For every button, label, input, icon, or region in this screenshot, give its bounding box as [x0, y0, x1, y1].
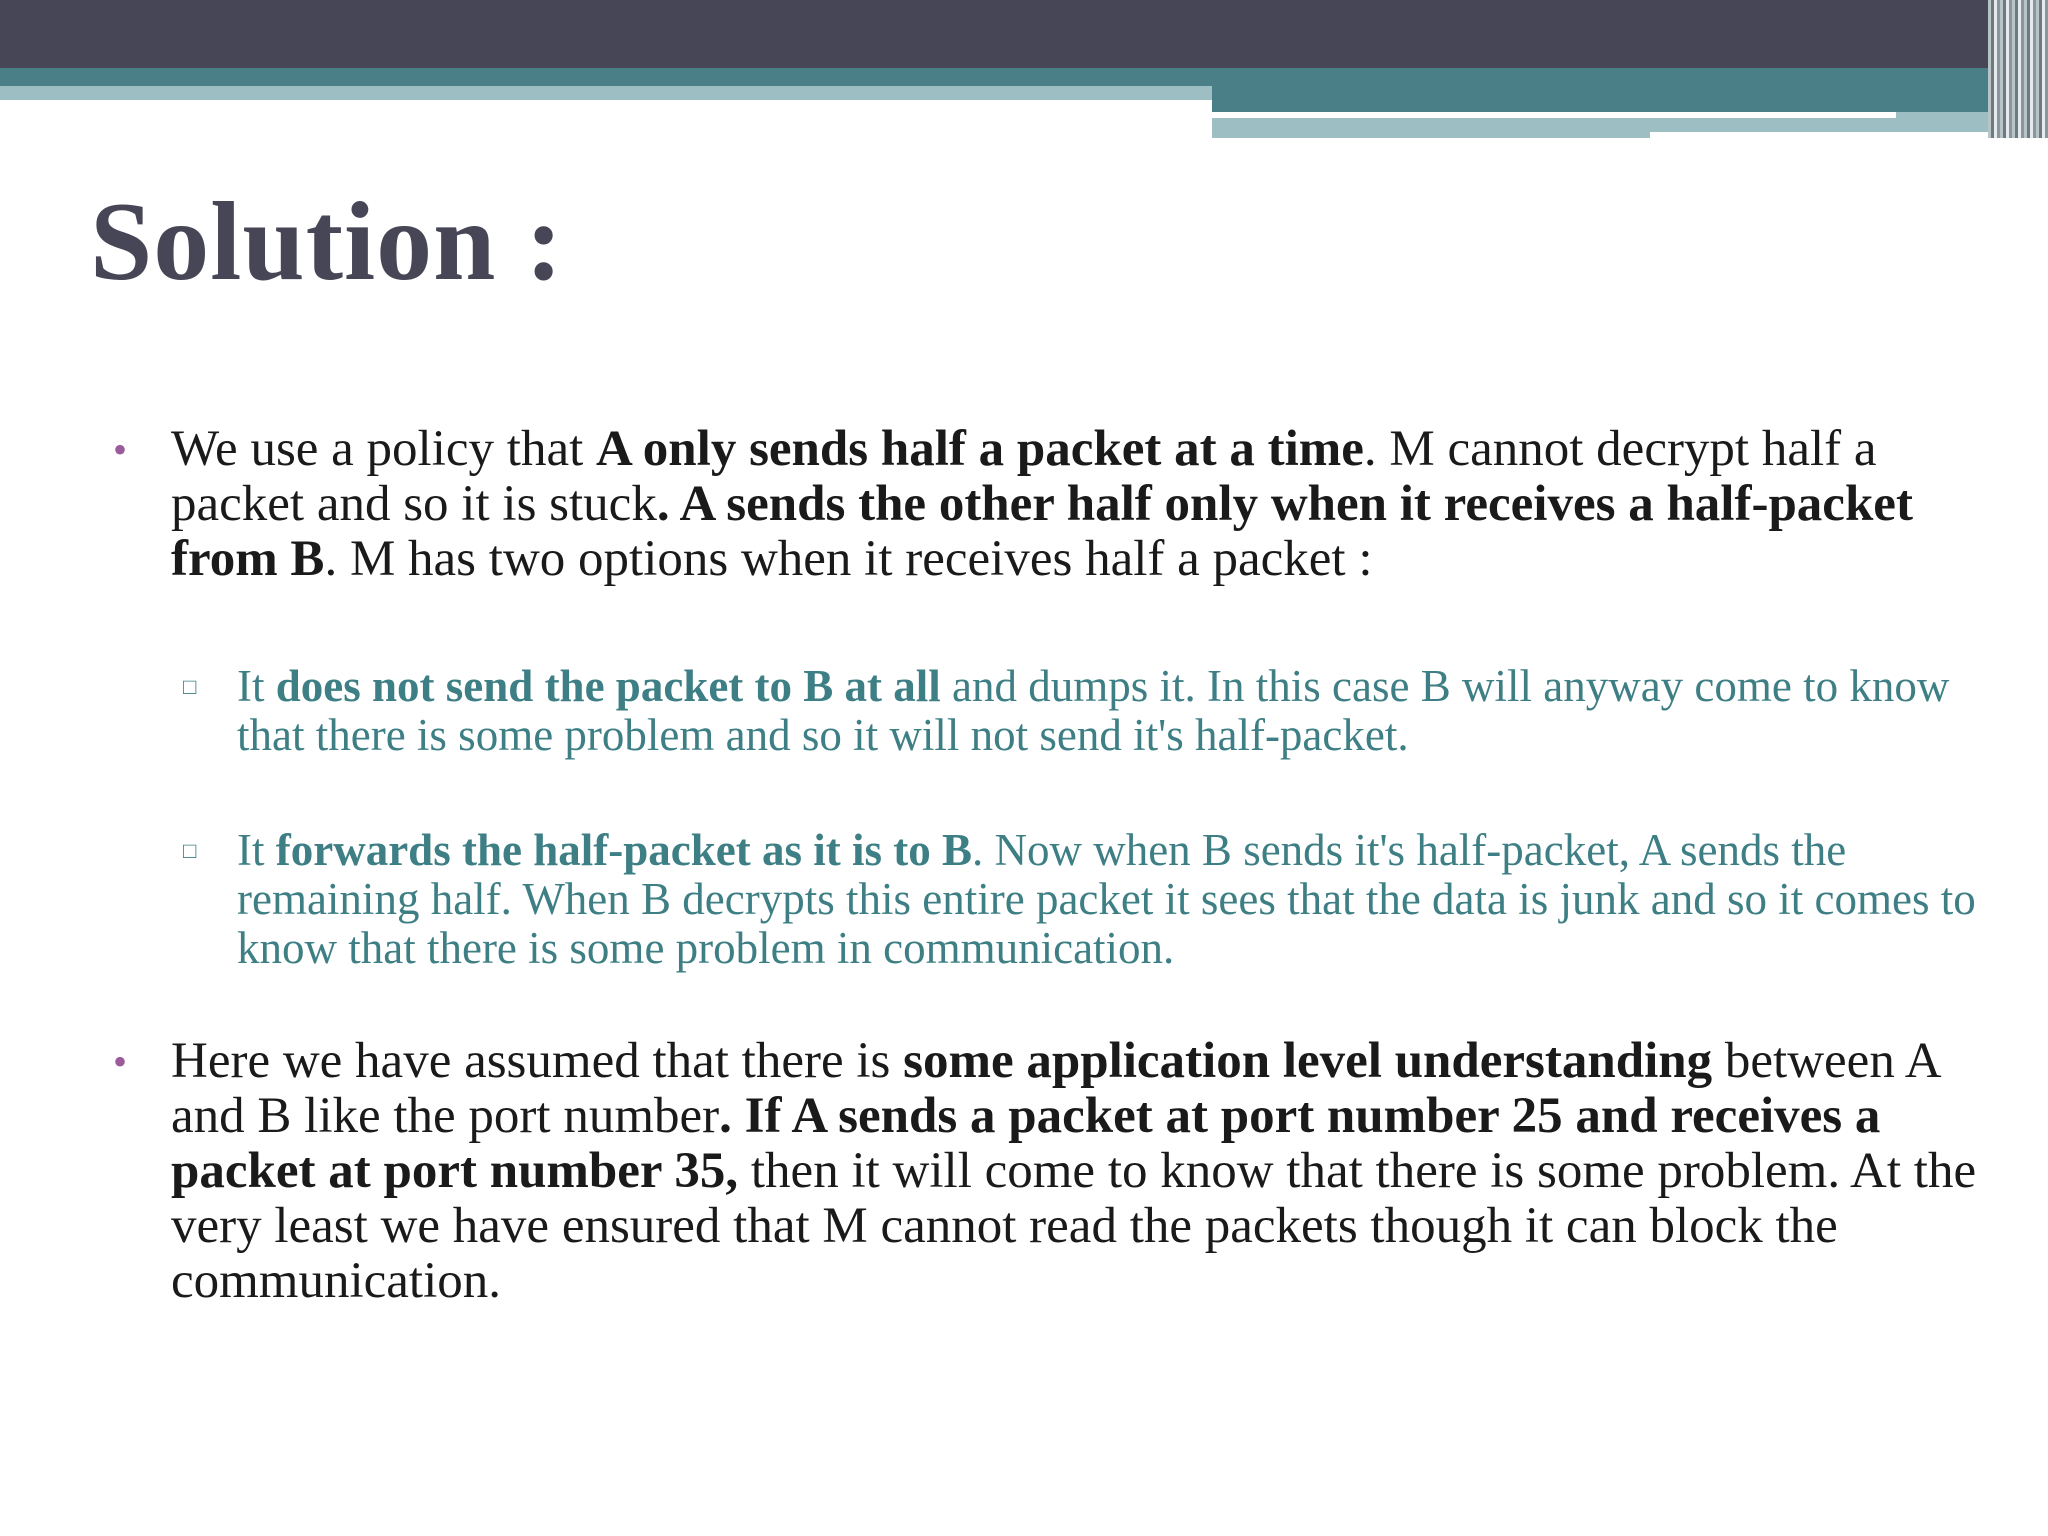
- slide-title: Solution :: [90, 180, 564, 304]
- header-band-teal: [0, 68, 2048, 86]
- header-band-teal-right: [1212, 86, 2048, 112]
- sub-bullet-text: It forwards the half-packet as it is to B. Now when B sends it's half-packet, A sends the remaining half. When B decrypts this entire packet it sees that the data is junk and so it comes to know that there is some problem in communication.: [237, 825, 1976, 973]
- bullet-2: [113, 1033, 2011, 1309]
- header-stripes: [1988, 0, 2048, 138]
- sub-bullet-1: [183, 661, 2017, 760]
- sub-bullet-2: [183, 825, 2017, 973]
- square-bullet-icon: □: [183, 838, 197, 863]
- header-band-light-left: [0, 86, 1212, 100]
- square-bullet-icon: □: [183, 674, 197, 699]
- bullet-dot-icon: •: [113, 1039, 128, 1084]
- bullet-text: We use a policy that A only sends half a packet at a time. M cannot decrypt half a packet and so it is stuck. A sends the other half only when it receives a half-packet from B. M has two options when it receives half a packet :: [171, 421, 1913, 587]
- header-band-dark: [0, 0, 2048, 68]
- bullet-1: [113, 421, 2011, 587]
- bullet-dot-icon: •: [113, 427, 128, 472]
- bullet-text: Here we have assumed that there is some application level understanding between A and B like the port number. If A sends a packet at port number 25 and receives a packet at port number 35, then it will come to know that there is some problem. At the very least we have ensured that M cannot read the packets though it can block the communication.: [171, 1033, 1977, 1309]
- header-accent-line: [1212, 112, 1896, 118]
- sub-bullet-text: It does not send the packet to B at all and dumps it. In this case B will anyway come to know that there is some problem and so it will not send it's half-packet.: [237, 661, 1950, 760]
